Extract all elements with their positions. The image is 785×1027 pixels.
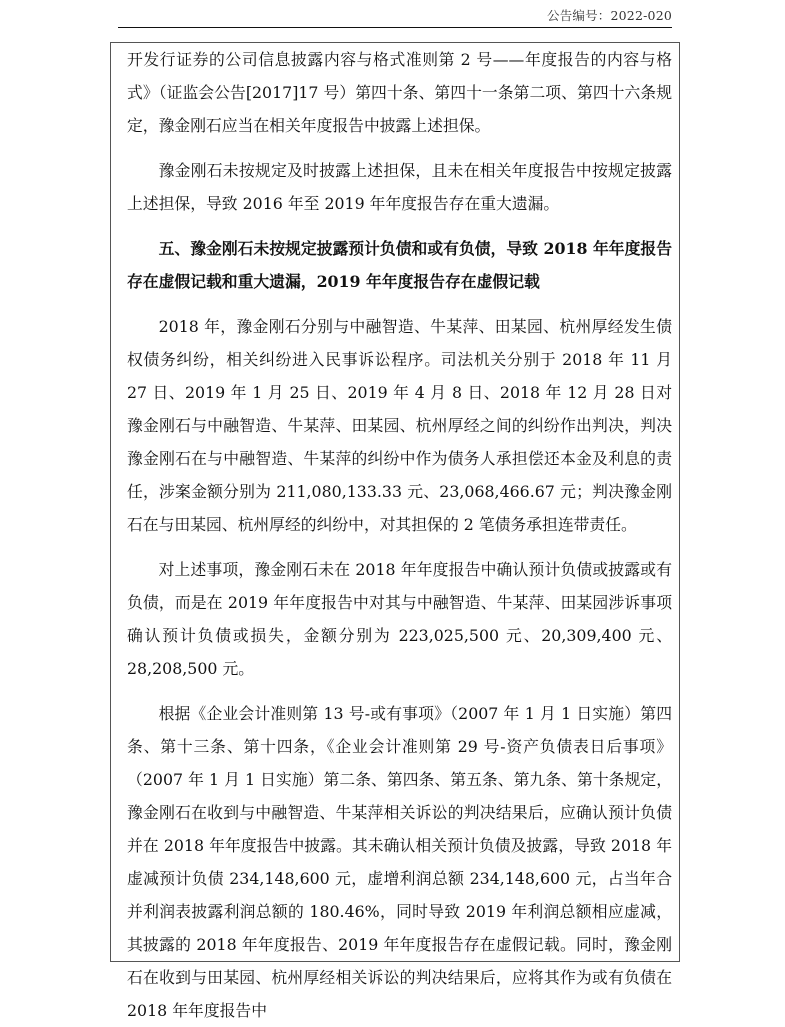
paragraph-regulation-continuation: 开发行证券的公司信息披露内容与格式准则第 2 号——年度报告的内容与格式》（证监会公告[2017]17 号）第四十条、第四十一条第二项、第四十六条规定，豫金刚石应当在相关年度报告中披露上述担保。 bbox=[127, 50, 672, 135]
paragraph-provision-recognition: 对上述事项，豫金刚石未在 2018 年年度报告中确认预计负债或披露或有负债，而是在 2019 年年度报告中对其与中融智造、牛某萍、田某园涉诉事项确认预计负债或损失，金额分别为 223,025,500 元、20,309,400 元、28,208,500 元。 bbox=[127, 560, 672, 678]
paragraph-litigation-2018: 2018 年，豫金刚石分别与中融智造、牛某萍、田某园、杭州厚经发生债权债务纠纷，相关纠纷进入民事诉讼程序。司法机关分别于 2018 年 11 月 27 日、2019 年 1 月 25 日、2019 年 4 月 8 日、2018 年 12 月 28 日对豫金刚石与中融智造、牛某萍、田某园、杭州厚经之间的纠纷作出判决，判决豫金刚石在与中融智造、牛某萍的纠纷中作为债务人承担偿还本金及利息的责任，涉案金额分别为 211,080,133.33 元、23,068,466.67 元；判决豫金刚石在与田某园、杭州厚经的纠纷中，对其担保的 2 笔债务承担连带责任。 bbox=[127, 317, 672, 534]
document-body bbox=[127, 43, 672, 1027]
section-heading-five: 五、豫金刚石未按规定披露预计负债和或有负债，导致 2018 年年度报告存在虚假记载和重大遗漏，2019 年年度报告存在虚假记载 bbox=[127, 239, 672, 291]
paragraph-accounting-standards: 根据《企业会计准则第 13 号-或有事项》（2007 年 1 月 1 日实施）第四条、第十三条、第十四条，《企业会计准则第 29 号-资产负债表日后事项》（2007 年 1 月 1 日实施）第二条、第四条、第五条、第九条、第十条规定，豫金刚石在收到与中融智造、牛某萍相关诉讼的判决结果后，应确认预计负债并在 2018 年年度报告中披露。其未确认相关预计负债及披露，导致 2018 年虚减预计负债 234,148,600 元，虚增利润总额 234,148,600 元，占当年合并利润表披露利润总额的 180.46%，同时导致 2019 年利润总额相应虚减，其披露的 2018 年年度报告、2019 年年度报告存在虚假记载。同时，豫金刚石在收到与田某园、杭州厚经相关诉讼的判决结果后，应将其作为或有负债在 2018 年年度报告中 bbox=[127, 704, 672, 1020]
header-divider bbox=[118, 27, 672, 28]
announcement-number: 公告编号：2022-020 bbox=[547, 8, 672, 23]
paragraph-guarantee-omission: 豫金刚石未按规定及时披露上述担保，且未在相关年度报告中按规定披露上述担保，导致 2016 年至 2019 年年度报告存在重大遗漏。 bbox=[127, 161, 672, 213]
